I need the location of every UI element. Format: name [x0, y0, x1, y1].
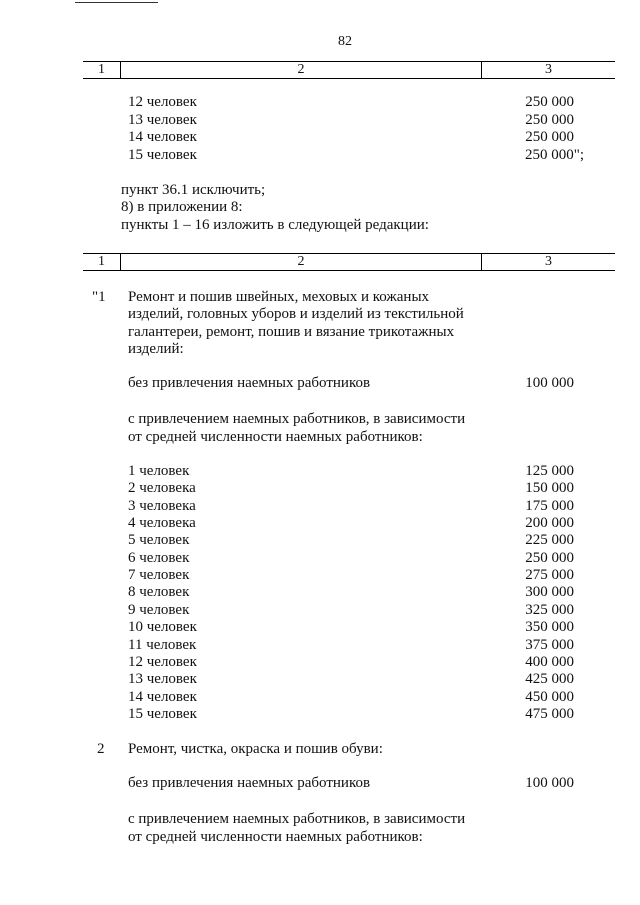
- item-number: "1: [92, 289, 106, 305]
- page-number: 82: [338, 34, 352, 49]
- amendment-line: пункт 36.1 исключить;: [121, 182, 266, 198]
- without-employees-label: без привлечения наемных работников: [128, 775, 371, 791]
- with-employees-line: с привлечением наемных работников, в зависимости: [128, 411, 466, 427]
- fee-value: 350 000: [525, 619, 574, 635]
- column-header-1: 1: [98, 62, 105, 77]
- staff-count-label: 4 человека: [128, 515, 196, 531]
- item-title-line: Ремонт и пошив швейных, меховых и кожаных: [128, 289, 430, 305]
- fee-value: 250 000";: [524, 147, 584, 163]
- item-title-line: изделий:: [128, 341, 184, 357]
- fee-value: 275 000: [525, 567, 574, 583]
- staff-count-label: 1 человек: [128, 463, 190, 479]
- fee-value: 300 000: [525, 584, 574, 600]
- item-title-line: изделий, головных уборов и изделий из текстильной: [128, 306, 464, 322]
- fee-value: 250 000: [525, 94, 574, 110]
- staff-count-label: 6 человек: [128, 550, 190, 566]
- with-employees-line: от средней численности наемных работников:: [128, 429, 423, 445]
- fee-value: 125 000: [525, 463, 574, 479]
- fee-value: 225 000: [525, 532, 574, 548]
- staff-count-label: 12 человек: [128, 94, 197, 110]
- fee-value: 200 000: [525, 515, 574, 531]
- staff-count-label: 12 человек: [128, 654, 197, 670]
- item-number: 2: [97, 741, 105, 757]
- staff-count-label: 15 человек: [128, 147, 197, 163]
- staff-count-label: 2 человека: [128, 480, 196, 496]
- with-employees-line: с привлечением наемных работников, в зависимости: [128, 811, 466, 827]
- staff-count-label: 14 человек: [128, 689, 197, 705]
- without-employees-label: без привлечения наемных работников: [128, 375, 371, 391]
- fee-value: 475 000: [525, 706, 574, 722]
- without-employees-fee: 100 000: [525, 775, 574, 791]
- staff-count-label: 7 человек: [128, 567, 190, 583]
- fee-value: 400 000: [525, 654, 574, 670]
- scan-artifact-line: [75, 2, 158, 3]
- staff-count-label: 13 человек: [128, 112, 197, 128]
- staff-count-label: 13 человек: [128, 671, 197, 687]
- column-header-2: 2: [120, 254, 481, 270]
- staff-count-label: 14 человек: [128, 129, 197, 145]
- fee-value: 325 000: [525, 602, 574, 618]
- fee-value: 250 000: [525, 550, 574, 566]
- column-header-3: 3: [481, 62, 615, 78]
- staff-count-label: 5 человек: [128, 532, 190, 548]
- fee-value: 150 000: [525, 480, 574, 496]
- staff-count-label: 10 человек: [128, 619, 197, 635]
- fee-value: 250 000: [525, 112, 574, 128]
- staff-count-label: 8 человек: [128, 584, 190, 600]
- table-header-bar-2: [83, 253, 615, 271]
- staff-count-label: 11 человек: [128, 637, 197, 653]
- amendment-line: пункты 1 – 16 изложить в следующей редакции:: [121, 217, 429, 233]
- item-title-line: Ремонт, чистка, окраска и пошив обуви:: [128, 741, 383, 757]
- fee-value: 450 000: [525, 689, 574, 705]
- table-header-bar-1: [83, 61, 615, 79]
- column-header-1: 1: [98, 254, 105, 269]
- staff-count-label: 3 человека: [128, 498, 196, 514]
- item-title-line: галантереи, ремонт, пошив и вязание трикотажных: [128, 324, 455, 340]
- fee-value: 250 000: [525, 129, 574, 145]
- amendment-line: 8) в приложении 8:: [121, 199, 243, 215]
- staff-count-label: 15 человек: [128, 706, 197, 722]
- column-header-2: 2: [120, 62, 481, 78]
- without-employees-fee: 100 000: [525, 375, 574, 391]
- with-employees-line: от средней численности наемных работников:: [128, 829, 423, 845]
- fee-value: 375 000: [525, 637, 574, 653]
- fee-value: 175 000: [525, 498, 574, 514]
- column-header-3: 3: [481, 254, 615, 270]
- staff-count-label: 9 человек: [128, 602, 190, 618]
- fee-value: 425 000: [525, 671, 574, 687]
